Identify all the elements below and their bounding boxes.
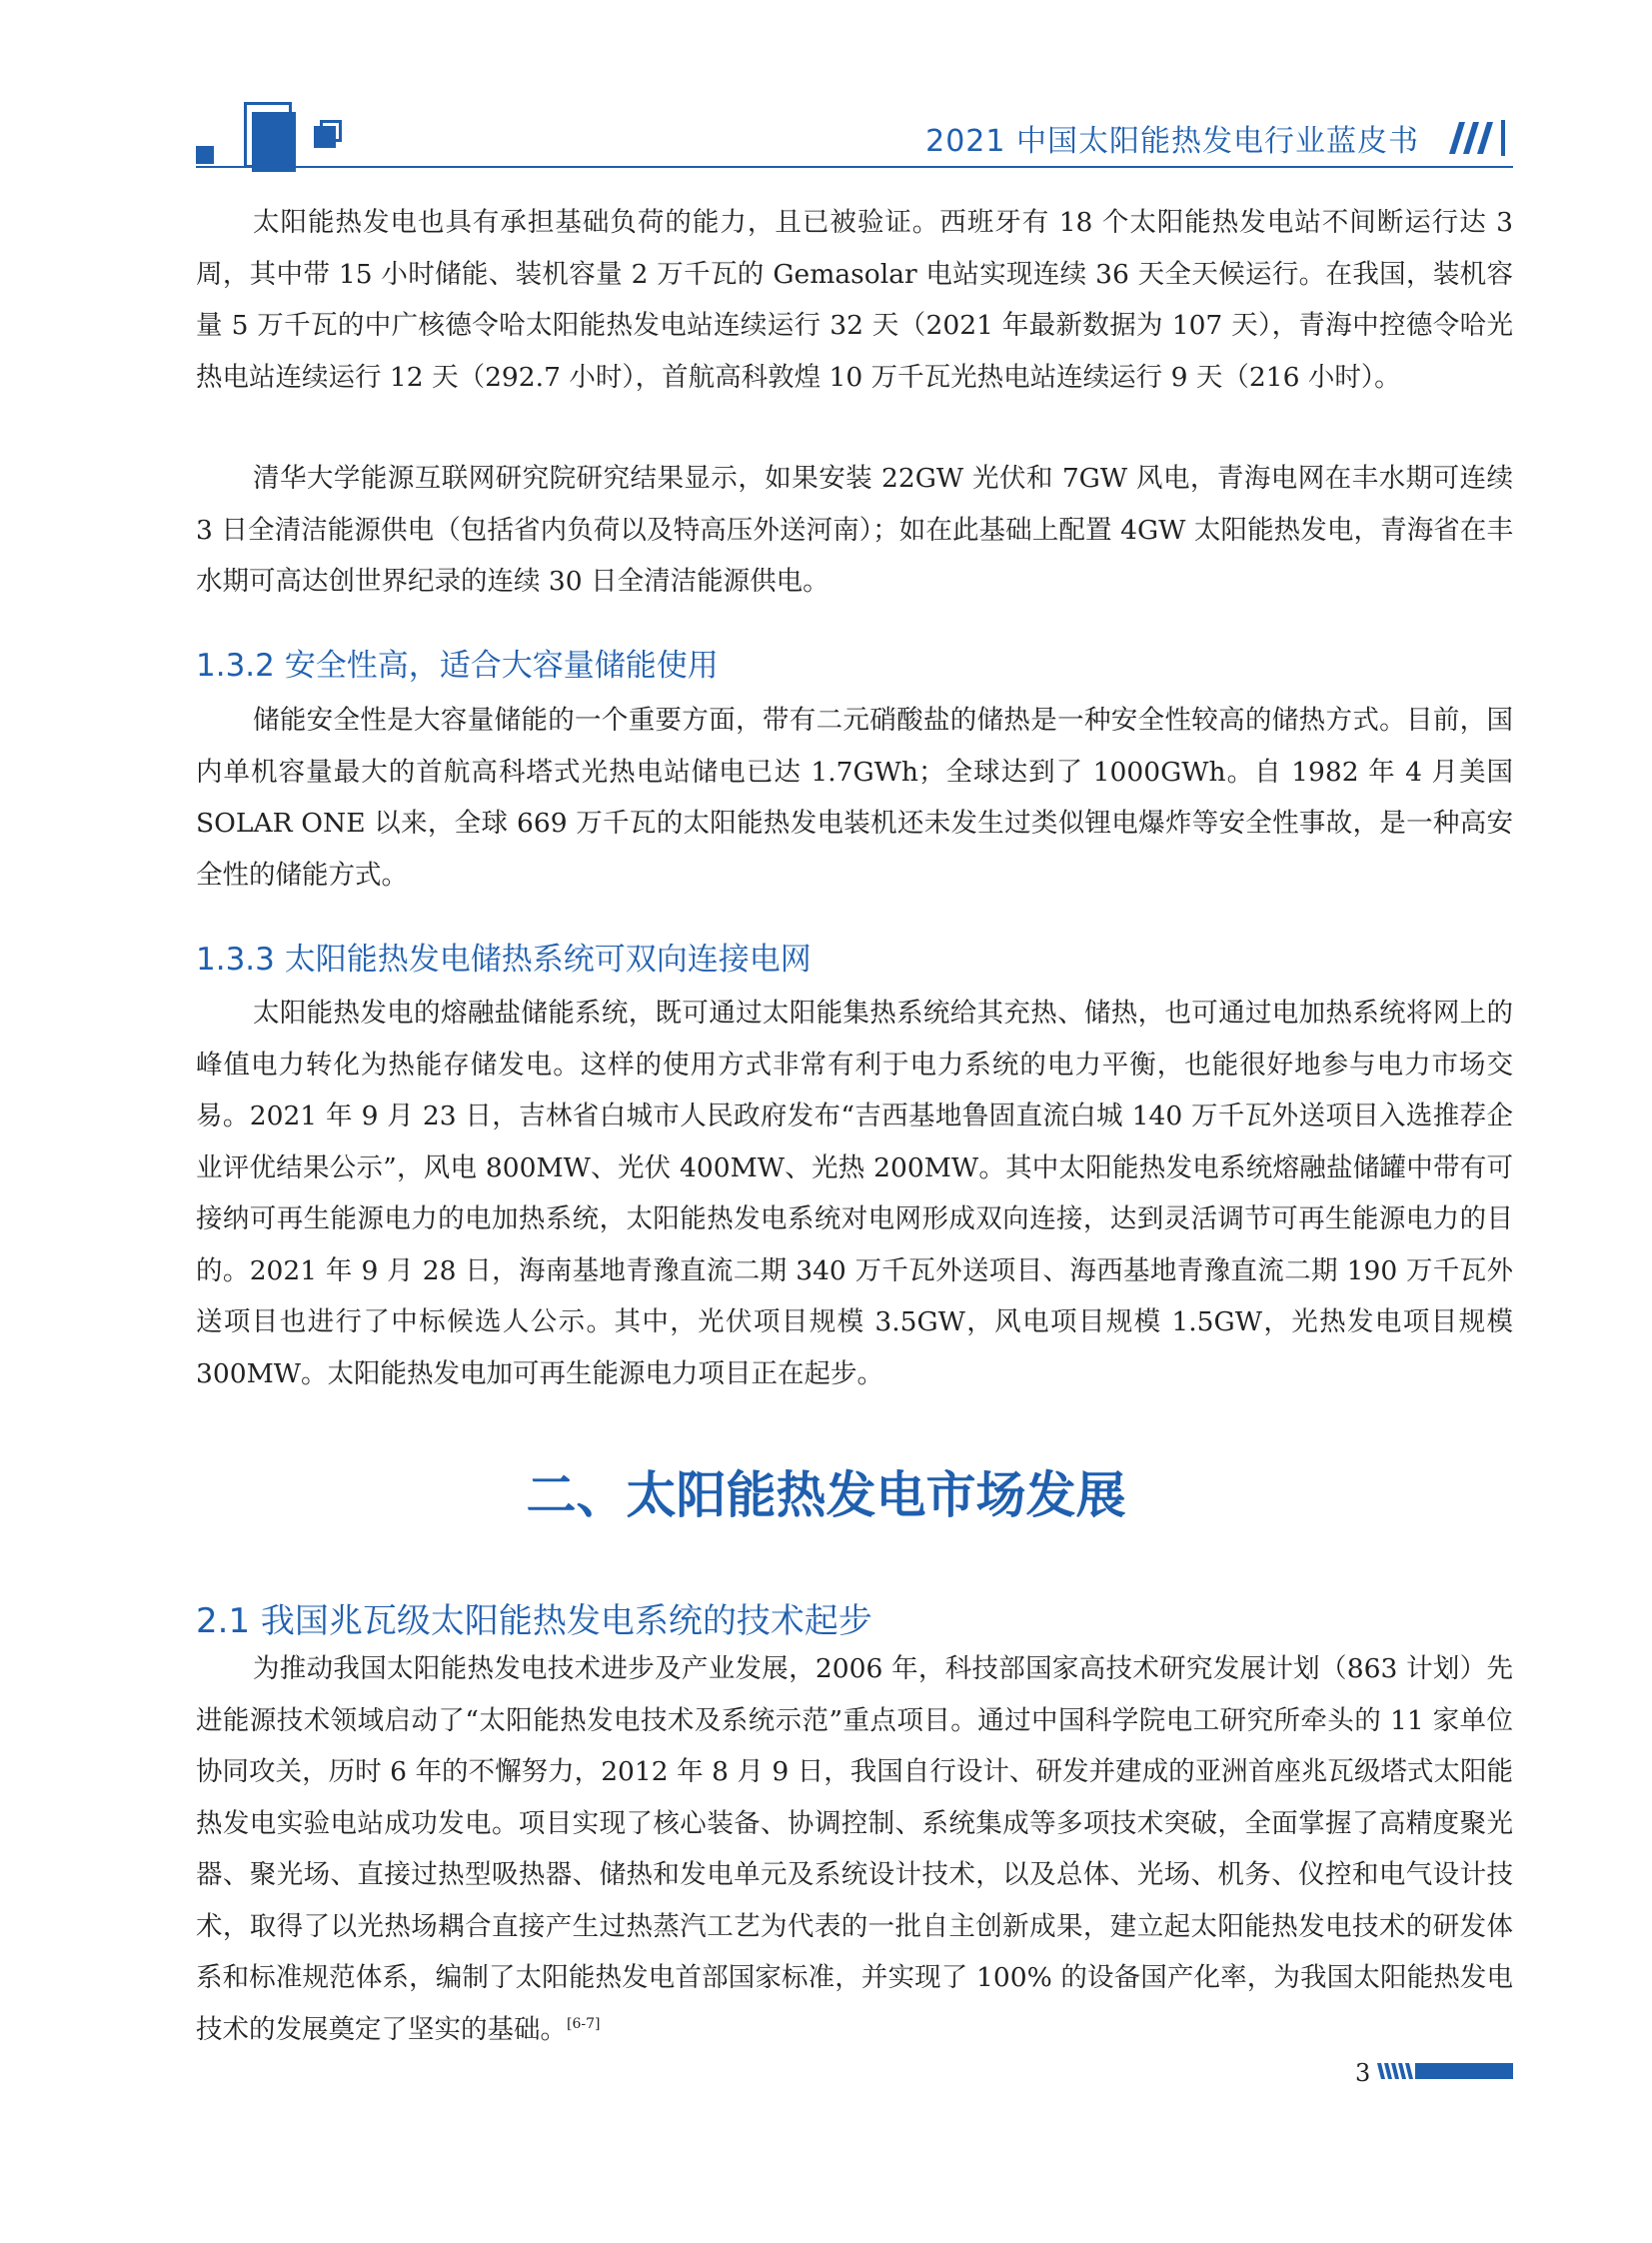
paragraph: 清华大学能源互联网研究院研究结果显示，如果安装 22GW 光伏和 7GW 风电，青海电网在丰水期可连续 3 日全清洁能源供电（包括省内负荷以及特高压外送河南）；如在此基础上配置 4GW 太阳能热发电，青海省在丰水期可高达创世界纪录的连续 30 日全清洁能源供电。 — [196, 463, 1513, 597]
header-rule — [196, 166, 1513, 168]
header-title: 2021 中国太阳能热发电行业蓝皮书 — [925, 124, 1419, 159]
section-heading: 1.3.3 太阳能热发电储热系统可双向连接电网 — [196, 942, 812, 978]
logo-square — [196, 146, 214, 164]
paragraph-text: 为推动我国太阳能热发电技术进步及产业发展，2006 年，科技部国家高技术研究发展计划（863 计划）先进能源技术领域启动了“太阳能热发电技术及系统示范”重点项目。通过中国科学院电工研究所牵头的 11 家单位协同攻关，历时 6 年的不懈努力，2012 年 8 月 9 日，我国自行设计、研发并建成的亚洲首座兆瓦级塔式太阳能热发电实验电站成功发电。项目实现了核心装备、协调控制、系统集成等多项技术突破，全面掌握了高精度聚光器、聚光场、直接过热型吸热器、储热和发电单元及系统设计技术，以及总体、光场、机务、仪控和电气设计技术，取得了以光热场耦合直接产生过热蒸汽工艺为代表的一批自主创新成果，建立起太阳能热发电技术的研发体系和标准规范体系，编制了太阳能热发电首部国家标准，并实现了 100% 的设备国产化率，为我国太阳能热发电技术的发展奠定了坚实的基础。 — [196, 1653, 1513, 2045]
footer-stripe-icon — [1377, 2061, 1513, 2081]
chapter-title: 二、太阳能热发电市场发展 — [526, 1466, 1126, 1524]
header-logo-squares — [196, 98, 342, 170]
paragraph: 太阳能热发电也具有承担基础负荷的能力，且已被验证。西班牙有 18 个太阳能热发电站不间断运行达 3 周，其中带 15 小时储能、装机容量 2 万千瓦的 Gemasolar 电站实现连续 36 天全天候运行。在我国，装机容量 5 万千瓦的中广核德令哈太阳能热发电站连续运行 32 天（2021 年最新数据为 107 天），青海中控德令哈光热电站连续运行 12 天（292.7 小时），首航高科敦煌 10 万千瓦光热电站连续运行 9 天（216 小时）。 — [196, 207, 1513, 393]
section-heading: 1.3.2 安全性高，适合大容量储能使用 — [196, 648, 719, 684]
citation-ref: [6-7] — [567, 2015, 601, 2032]
paragraph: 太阳能热发电的熔融盐储能系统，既可通过太阳能集热系统给其充热、储热，也可通过电加热系统将网上的峰值电力转化为热能存储发电。这样的使用方式非常有利于电力系统的电力平衡，也能很好地参与电力市场交易。2021 年 9 月 23 日，吉林省白城市人民政府发布“吉西基地鲁固直流白城 140 万千瓦外送项目入选推荐企业评优结果公示”，风电 800MW、光伏 400MW、光热 200MW。其中太阳能热发电系统熔融盐储罐中带有可接纳可再生能源电力的电加热系统，太阳能热发电系统对电网形成双向连接，达到灵活调节可再生能源电力的目的。2021 年 9 月 28 日，海南基地青豫直流二期 340 万千瓦外送项目、海西基地青豫直流二期 190 万千瓦外送项目也进行了中标候选人公示。其中，光伏项目规模 3.5GW，风电项目规模 1.5GW，光热发电项目规模 300MW。太阳能热发电加可再生能源电力项目正在起步。 — [196, 998, 1513, 1389]
logo-square — [314, 126, 336, 148]
logo-square-large — [252, 112, 296, 172]
section-heading: 2.1 我国兆瓦级太阳能热发电系统的技术起步 — [196, 1601, 872, 1641]
paragraph — [196, 1643, 1513, 2055]
header-slash-icon — [1439, 118, 1509, 158]
paragraph: 储能安全性是大容量储能的一个重要方面，带有二元硝酸盐的储热是一种安全性较高的储热方式。目前，国内单机容量最大的首航高科塔式光热电站储电已达 1.7GWh；全球达到了 1000GWh。自 1982 年 4 月美国 SOLAR ONE 以来，全球 669 万千瓦的太阳能热发电装机还未发生过类似锂电爆炸等安全性事故，是一种高安全性的储能方式。 — [196, 705, 1513, 891]
page-number: 3 — [1355, 2059, 1371, 2087]
